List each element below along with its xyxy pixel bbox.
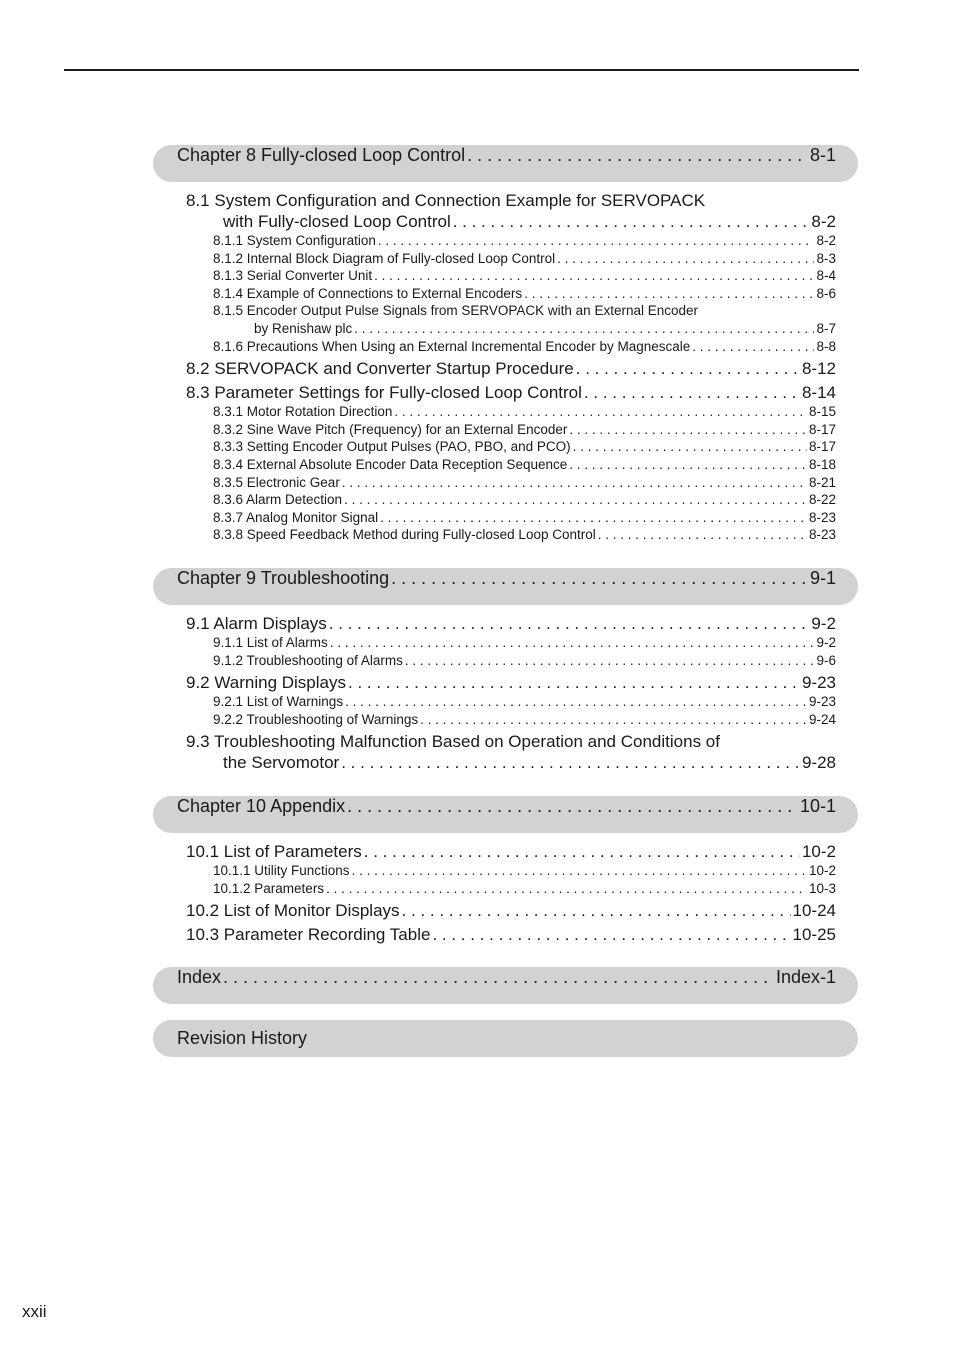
page-number: 10-1 [799,796,836,817]
page-folio: xxii [22,1302,47,1321]
leader-dots [348,672,800,693]
page-number: 10-2 [801,842,836,862]
leader-dots [467,145,808,166]
toc-section-9-1[interactable] [153,613,858,634]
subsection-title: 8.3.8 Speed Feedback Method during Fully-closed Loop Control [213,527,596,543]
chapter-title: Chapter 8 Fully-closed Loop Control [177,145,466,165]
toc-section-8-2[interactable] [153,358,858,379]
leader-dots [598,526,807,544]
page-number: 8-23 [808,527,836,543]
leader-dots [352,862,807,880]
toc-subsection-8-3-1[interactable] [153,403,858,421]
leader-dots [329,613,810,634]
page-number: 8-3 [816,250,836,266]
page-number: 8-21 [808,474,836,490]
leader-dots [354,320,814,338]
leader-dots [341,752,800,773]
section-title-line1: 8.1 System Configuration and Connection Example for SERVOPACK [186,191,706,210]
section-title: 8.3 Parameter Settings for Fully-closed Loop Control [186,383,582,403]
leader-dots [364,841,800,862]
page-number: 8-8 [816,338,836,354]
section-title: 10.2 List of Monitor Displays [186,901,400,921]
toc-section-8-1[interactable] [153,190,858,232]
page-number: 10-2 [808,863,836,879]
page-number: 8-17 [808,439,836,455]
toc-section-9-2[interactable] [153,672,858,693]
section-title: 10.1 List of Parameters [186,842,362,862]
subsection-title: 9.1.2 Troubleshooting of Alarms [213,652,403,668]
subsection-title: 8.3.4 External Absolute Encoder Data Reception Sequence [213,456,568,472]
page-number: 8-15 [808,404,836,420]
section-title-line1: 9.3 Troubleshooting Malfunction Based on Operation and Conditions of [186,732,720,752]
section-title-line2: with Fully-closed Loop Control [223,212,451,231]
page-number: 10-25 [792,925,836,945]
leader-dots [345,693,807,711]
toc-revision-history[interactable] [153,1020,858,1057]
leader-dots [584,382,800,403]
subsection-title: 8.3.2 Sine Wave Pitch (Frequency) for an External Encoder [213,421,568,437]
section-title: 9.2 Warning Displays [186,673,346,693]
toc-subsection-10-1-1[interactable] [153,862,858,880]
subsection-title: 10.1.1 Utility Functions [213,863,350,879]
page-number: 9-24 [808,711,836,727]
subsection-title: 9.1.1 List of Alarms [213,634,328,650]
toc-subsection-9-1-2[interactable] [153,652,858,670]
page-number: 8-2 [816,233,836,248]
page-number: 8-1 [809,145,836,165]
subsection-title: 8.1.4 Example of Connections to External Encoders [213,285,523,301]
toc-section-10-1[interactable] [153,841,858,862]
subsection-title: 8.3.7 Analog Monitor Signal [213,509,379,525]
page-number: 8-14 [801,383,836,403]
page-number: 8-6 [816,285,836,301]
leader-dots [378,232,815,250]
toc-subsection-8-1-3[interactable] [153,267,858,285]
page-number: 9-28 [801,753,836,773]
leader-dots [569,456,807,474]
page-number: 8-7 [816,320,836,336]
table-of-contents [153,145,858,1065]
index-title: Index [177,967,222,988]
subsection-title: 8.1.1 System Configuration [213,233,376,248]
toc-subsection-8-1-2[interactable] [153,250,858,268]
page-number: 8-4 [816,268,836,284]
leader-dots [420,711,807,729]
toc-section-10-2[interactable] [153,900,858,921]
leader-dots [405,652,815,670]
leader-dots [402,900,791,921]
leader-dots [576,358,800,379]
page-number: 8-12 [801,359,836,379]
toc-subsection-8-3-4[interactable] [153,456,858,474]
leader-dots [347,796,798,817]
toc-subsection-9-2-1[interactable] [153,693,858,711]
subsection-title: 8.3.6 Alarm Detection [213,492,343,508]
toc-subsection-8-3-2[interactable] [153,421,858,439]
toc-section-10-3[interactable] [153,924,858,945]
page-number: 9-1 [809,567,836,588]
subsection-title: 8.1.6 Precautions When Using an External Incremental Encoder by Magnescale [213,338,691,354]
toc-subsection-8-3-8[interactable] [153,526,858,544]
page-number: 8-17 [808,421,836,437]
leader-dots [326,880,807,898]
section-title: 8.2 SERVOPACK and Converter Startup Procedure [186,359,574,379]
page-number: 10-24 [792,901,836,921]
chapter-title: Chapter 9 Troubleshooting [177,567,390,588]
subsection-title: 8.3.5 Electronic Gear [213,474,340,490]
subsection-title: 8.3.1 Motor Rotation Direction [213,404,393,420]
toc-subsection-8-1-5[interactable] [153,302,858,337]
section-title: 9.1 Alarm Displays [186,613,327,633]
toc-subsection-8-3-6[interactable] [153,491,858,509]
revision-history-title: Revision History [177,1028,308,1049]
subsection-title: 8.1.3 Serial Converter Unit [213,268,373,284]
leader-dots [391,568,808,589]
toc-subsection-8-1-6[interactable] [153,338,858,356]
page-number: 8-23 [808,509,836,525]
toc-section-9-3[interactable] [153,731,858,773]
leader-dots [374,267,814,285]
page-number: 8-2 [811,212,836,231]
leader-dots [524,285,814,303]
leader-dots [344,491,807,509]
subsection-title: 8.1.2 Internal Block Diagram of Fully-closed Loop Control [213,250,556,266]
leader-dots [557,250,814,268]
page-number: Index-1 [775,967,836,988]
toc-chapter-8[interactable] [153,145,858,182]
toc-subsection-9-2-2[interactable] [153,711,858,729]
page-number: 9-2 [816,634,836,650]
toc-subsection-10-1-2[interactable] [153,880,858,898]
page-number: 9-2 [811,613,836,633]
leader-dots [330,634,815,652]
subsection-title: 8.3.3 Setting Encoder Output Pulses (PAO, PBO, and PCO) [213,439,571,455]
leader-dots [432,924,790,945]
section-title: 10.3 Parameter Recording Table [186,925,431,945]
header-rule [64,69,859,71]
toc-subsection-8-1-4[interactable] [153,285,858,303]
page-number: 9-6 [816,652,836,668]
chapter-title: Chapter 10 Appendix [177,796,346,817]
leader-dots [394,403,807,421]
leader-dots [692,338,814,356]
toc-index[interactable] [153,967,858,1004]
toc-subsection-8-3-3[interactable] [153,438,858,456]
section-title-line2: the Servomotor [223,753,340,773]
leader-dots [573,438,807,456]
leader-dots [380,509,807,527]
page-number: 8-18 [808,456,836,472]
page-number: 10-3 [808,880,836,896]
toc-subsection-8-3-7[interactable] [153,509,858,527]
subsection-title: 9.2.2 Troubleshooting of Warnings [213,711,419,727]
leader-dots [569,421,807,439]
toc-section-8-3[interactable] [153,382,858,403]
subsection-title-line2: by Renishaw plc [254,320,353,336]
toc-subsection-8-1-1[interactable] [153,232,858,250]
subsection-title-line1: 8.1.5 Encoder Output Pulse Signals from SERVOPACK with an External Encoder [213,303,698,319]
subsection-title: 10.1.2 Parameters [213,880,325,896]
page-number: 9-23 [801,673,836,693]
leader-dots [453,211,810,232]
toc-chapter-9[interactable] [153,568,858,605]
page-number: 8-22 [808,492,836,508]
page-number: 9-23 [808,694,836,710]
subsection-title: 9.2.1 List of Warnings [213,694,344,710]
leader-dots [342,474,807,492]
leader-dots [223,967,774,988]
toc-chapter-10[interactable] [153,796,858,833]
toc-subsection-9-1-1[interactable] [153,634,858,652]
toc-subsection-8-3-5[interactable] [153,474,858,492]
